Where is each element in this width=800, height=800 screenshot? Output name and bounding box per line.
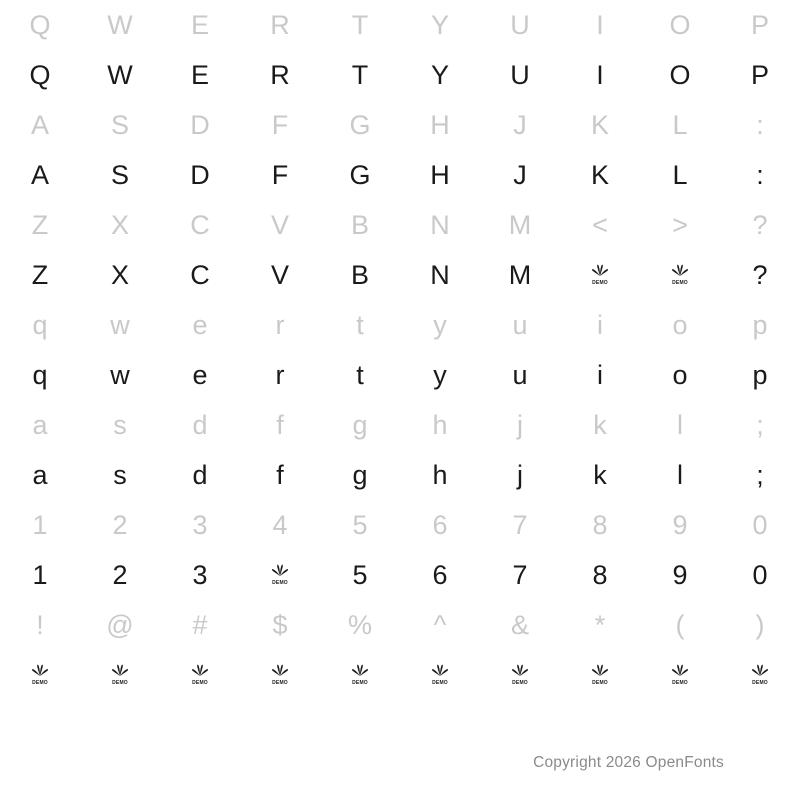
specimen-cell-glyph: Y <box>430 59 449 90</box>
specimen-cell-glyph: s <box>113 459 127 490</box>
specimen-cell-glyph: U <box>510 59 530 90</box>
specimen-cell-glyph: e <box>192 359 208 390</box>
specimen-cell-glyph: @ <box>106 609 134 640</box>
specimen-row <box>0 350 800 400</box>
specimen-cell-glyph: 5 <box>352 559 368 590</box>
demo-glyph-icon: DEMO <box>109 664 131 686</box>
specimen-cell-glyph: 9 <box>672 509 688 540</box>
specimen-cell-glyph: A <box>30 109 49 140</box>
specimen-cell-glyph: 2 <box>112 559 128 590</box>
specimen-cell-glyph: * <box>594 609 606 640</box>
specimen-cell-glyph: t <box>356 309 364 340</box>
specimen-cell-glyph: D <box>190 159 210 190</box>
specimen-cell-glyph: f <box>276 459 284 490</box>
specimen-cell-glyph: H <box>430 109 450 140</box>
specimen-cell-glyph: < <box>592 209 608 240</box>
specimen-cell-glyph: T <box>351 9 369 40</box>
specimen-cell-glyph: ( <box>675 609 685 640</box>
demo-glyph-icon: DEMO <box>669 264 691 286</box>
specimen-cell-glyph: V <box>270 259 289 290</box>
specimen-cell-glyph: e <box>192 309 208 340</box>
specimen-cell-glyph: I <box>596 9 604 40</box>
specimen-cell-glyph: J <box>513 159 527 190</box>
specimen-cell-glyph: 3 <box>192 509 208 540</box>
specimen-cell-glyph: H <box>430 159 450 190</box>
specimen-cell-glyph: L <box>672 159 688 190</box>
specimen-cell-glyph: O <box>669 9 691 40</box>
demo-glyph-icon: DEMO <box>269 564 291 586</box>
specimen-cell-glyph: 8 <box>592 559 608 590</box>
specimen-cell-glyph: G <box>349 109 371 140</box>
specimen-cell-glyph: h <box>432 459 448 490</box>
specimen-cell-glyph: B <box>350 259 369 290</box>
specimen-cell-glyph: V <box>270 209 289 240</box>
specimen-cell-glyph: i <box>597 309 603 340</box>
specimen-cell-glyph: U <box>510 9 530 40</box>
specimen-cell-glyph: ? <box>752 209 768 240</box>
specimen-cell-glyph: 6 <box>432 559 448 590</box>
specimen-cell-glyph: ^ <box>433 609 447 640</box>
specimen-row <box>0 500 800 550</box>
demo-glyph-icon: DEMO <box>349 664 371 686</box>
specimen-cell-glyph: # <box>192 609 208 640</box>
specimen-cell-glyph: l <box>677 459 683 490</box>
specimen-cell-glyph: r <box>275 359 285 390</box>
specimen-cell-glyph: R <box>270 9 290 40</box>
specimen-row <box>0 600 800 650</box>
specimen-cell-glyph: 2 <box>112 509 128 540</box>
specimen-cell-glyph: 4 <box>272 509 288 540</box>
specimen-cell-glyph: 7 <box>512 559 528 590</box>
specimen-cell-glyph: ! <box>36 609 44 640</box>
specimen-cell-glyph: ? <box>752 259 768 290</box>
demo-glyph-icon: DEMO <box>749 664 771 686</box>
specimen-cell-glyph: s <box>113 409 127 440</box>
specimen-cell-glyph: p <box>752 309 768 340</box>
specimen-cell-glyph: P <box>750 59 769 90</box>
specimen-row <box>0 200 800 250</box>
specimen-cell-glyph: g <box>352 459 368 490</box>
specimen-cell-glyph: K <box>590 159 609 190</box>
specimen-cell-glyph: 6 <box>432 509 448 540</box>
specimen-cell-glyph: E <box>190 9 209 40</box>
specimen-cell-glyph: 9 <box>672 559 688 590</box>
specimen-cell-glyph: 8 <box>592 509 608 540</box>
specimen-cell-demo <box>240 550 320 600</box>
specimen-cell-glyph: i <box>597 359 603 390</box>
specimen-row <box>0 250 800 300</box>
specimen-cell-glyph: G <box>349 159 371 190</box>
specimen-cell-glyph: o <box>672 359 688 390</box>
specimen-cell-glyph: C <box>190 209 210 240</box>
specimen-row <box>0 150 800 200</box>
specimen-cell-glyph: Z <box>31 209 49 240</box>
specimen-row <box>0 50 800 100</box>
specimen-cell-demo <box>0 650 80 700</box>
specimen-cell-glyph: j <box>517 409 523 440</box>
specimen-cell-glyph: T <box>351 59 369 90</box>
specimen-cell-glyph: N <box>430 209 450 240</box>
specimen-cell-glyph: S <box>110 159 129 190</box>
specimen-cell-glyph: L <box>672 109 688 140</box>
specimen-cell-glyph: C <box>190 259 210 290</box>
specimen-cell-glyph: B <box>350 209 369 240</box>
specimen-cell-glyph: Q <box>29 59 51 90</box>
specimen-cell-demo <box>320 650 400 700</box>
demo-glyph-icon: DEMO <box>429 664 451 686</box>
specimen-row <box>0 300 800 350</box>
specimen-cell-glyph: 3 <box>192 559 208 590</box>
specimen-cell-demo <box>640 250 720 300</box>
specimen-cell-glyph: Y <box>430 9 449 40</box>
specimen-cell-glyph: M <box>508 259 532 290</box>
specimen-cell-demo <box>640 650 720 700</box>
specimen-cell-glyph: E <box>190 59 209 90</box>
specimen-cell-glyph: p <box>752 359 768 390</box>
demo-glyph-icon: DEMO <box>269 664 291 686</box>
specimen-cell-glyph: : <box>756 109 764 140</box>
specimen-cell-demo <box>560 650 640 700</box>
specimen-row <box>0 100 800 150</box>
specimen-cell-glyph: d <box>192 409 208 440</box>
specimen-cell-glyph: ; <box>756 459 764 490</box>
specimen-cell-glyph: Q <box>29 9 51 40</box>
specimen-cell-glyph: F <box>271 159 289 190</box>
specimen-cell-glyph: k <box>593 459 607 490</box>
specimen-cell-glyph: P <box>750 9 769 40</box>
specimen-cell-glyph: 1 <box>32 509 48 540</box>
specimen-cell-glyph: S <box>110 109 129 140</box>
specimen-cell-demo <box>480 650 560 700</box>
specimen-cell-glyph: y <box>433 309 447 340</box>
specimen-cell-glyph: $ <box>272 609 288 640</box>
specimen-cell-glyph: X <box>110 259 129 290</box>
demo-glyph-icon: DEMO <box>589 264 611 286</box>
specimen-cell-glyph: f <box>276 409 284 440</box>
demo-glyph-icon: DEMO <box>189 664 211 686</box>
specimen-cell-glyph: l <box>677 409 683 440</box>
specimen-cell-glyph: y <box>433 359 447 390</box>
specimen-cell-glyph: a <box>32 409 48 440</box>
specimen-cell-glyph: J <box>513 109 527 140</box>
demo-glyph-icon: DEMO <box>669 664 691 686</box>
demo-glyph-icon: DEMO <box>589 664 611 686</box>
specimen-cell-glyph: W <box>107 59 133 90</box>
specimen-cell-glyph: & <box>510 609 529 640</box>
specimen-cell-demo <box>400 650 480 700</box>
specimen-cell-glyph: h <box>432 409 448 440</box>
specimen-cell-glyph: u <box>512 359 528 390</box>
specimen-cell-demo <box>80 650 160 700</box>
specimen-cell-glyph: w <box>110 309 130 340</box>
specimen-cell-glyph: o <box>672 309 688 340</box>
specimen-cell-glyph: r <box>275 309 285 340</box>
specimen-cell-glyph: 0 <box>752 559 768 590</box>
specimen-cell-glyph: j <box>517 459 523 490</box>
specimen-row <box>0 450 800 500</box>
specimen-cell-glyph: ; <box>756 409 764 440</box>
specimen-cell-glyph: w <box>110 359 130 390</box>
specimen-cell-glyph: K <box>590 109 609 140</box>
specimen-cell-glyph: t <box>356 359 364 390</box>
specimen-cell-glyph: 5 <box>352 509 368 540</box>
specimen-cell-glyph: d <box>192 459 208 490</box>
demo-glyph-icon: DEMO <box>29 664 51 686</box>
specimen-cell-glyph: a <box>32 459 48 490</box>
specimen-cell-glyph: > <box>672 209 688 240</box>
specimen-cell-glyph: O <box>669 59 691 90</box>
specimen-cell-glyph: Z <box>31 259 49 290</box>
specimen-row <box>0 550 800 600</box>
specimen-row <box>0 0 800 50</box>
specimen-cell-glyph: k <box>593 409 607 440</box>
specimen-cell-glyph: X <box>110 209 129 240</box>
specimen-cell-glyph: I <box>596 59 604 90</box>
specimen-cell-demo <box>160 650 240 700</box>
specimen-cell-glyph: 0 <box>752 509 768 540</box>
specimen-cell-glyph: R <box>270 59 290 90</box>
specimen-cell-glyph: M <box>508 209 532 240</box>
specimen-cell-demo <box>240 650 320 700</box>
specimen-row <box>0 400 800 450</box>
copyright-notice: Copyright 2026 OpenFonts <box>533 754 724 771</box>
specimen-cell-glyph: u <box>512 309 528 340</box>
specimen-cell-demo <box>720 650 800 700</box>
specimen-cell-glyph: W <box>107 9 133 40</box>
specimen-cell-glyph: g <box>352 409 368 440</box>
specimen-cell-glyph: % <box>347 609 372 640</box>
specimen-cell-demo <box>560 250 640 300</box>
specimen-cell-glyph: N <box>430 259 450 290</box>
specimen-cell-glyph: F <box>271 109 289 140</box>
specimen-cell-glyph: : <box>756 159 764 190</box>
specimen-cell-glyph: q <box>32 359 48 390</box>
specimen-cell-glyph: ) <box>755 609 765 640</box>
specimen-cell-glyph: q <box>32 309 48 340</box>
specimen-cell-glyph: D <box>190 109 210 140</box>
demo-glyph-icon: DEMO <box>509 664 531 686</box>
specimen-cell-glyph: 1 <box>32 559 48 590</box>
specimen-row <box>0 650 800 700</box>
specimen-cell-glyph: A <box>30 159 49 190</box>
specimen-cell-glyph: 7 <box>512 509 528 540</box>
